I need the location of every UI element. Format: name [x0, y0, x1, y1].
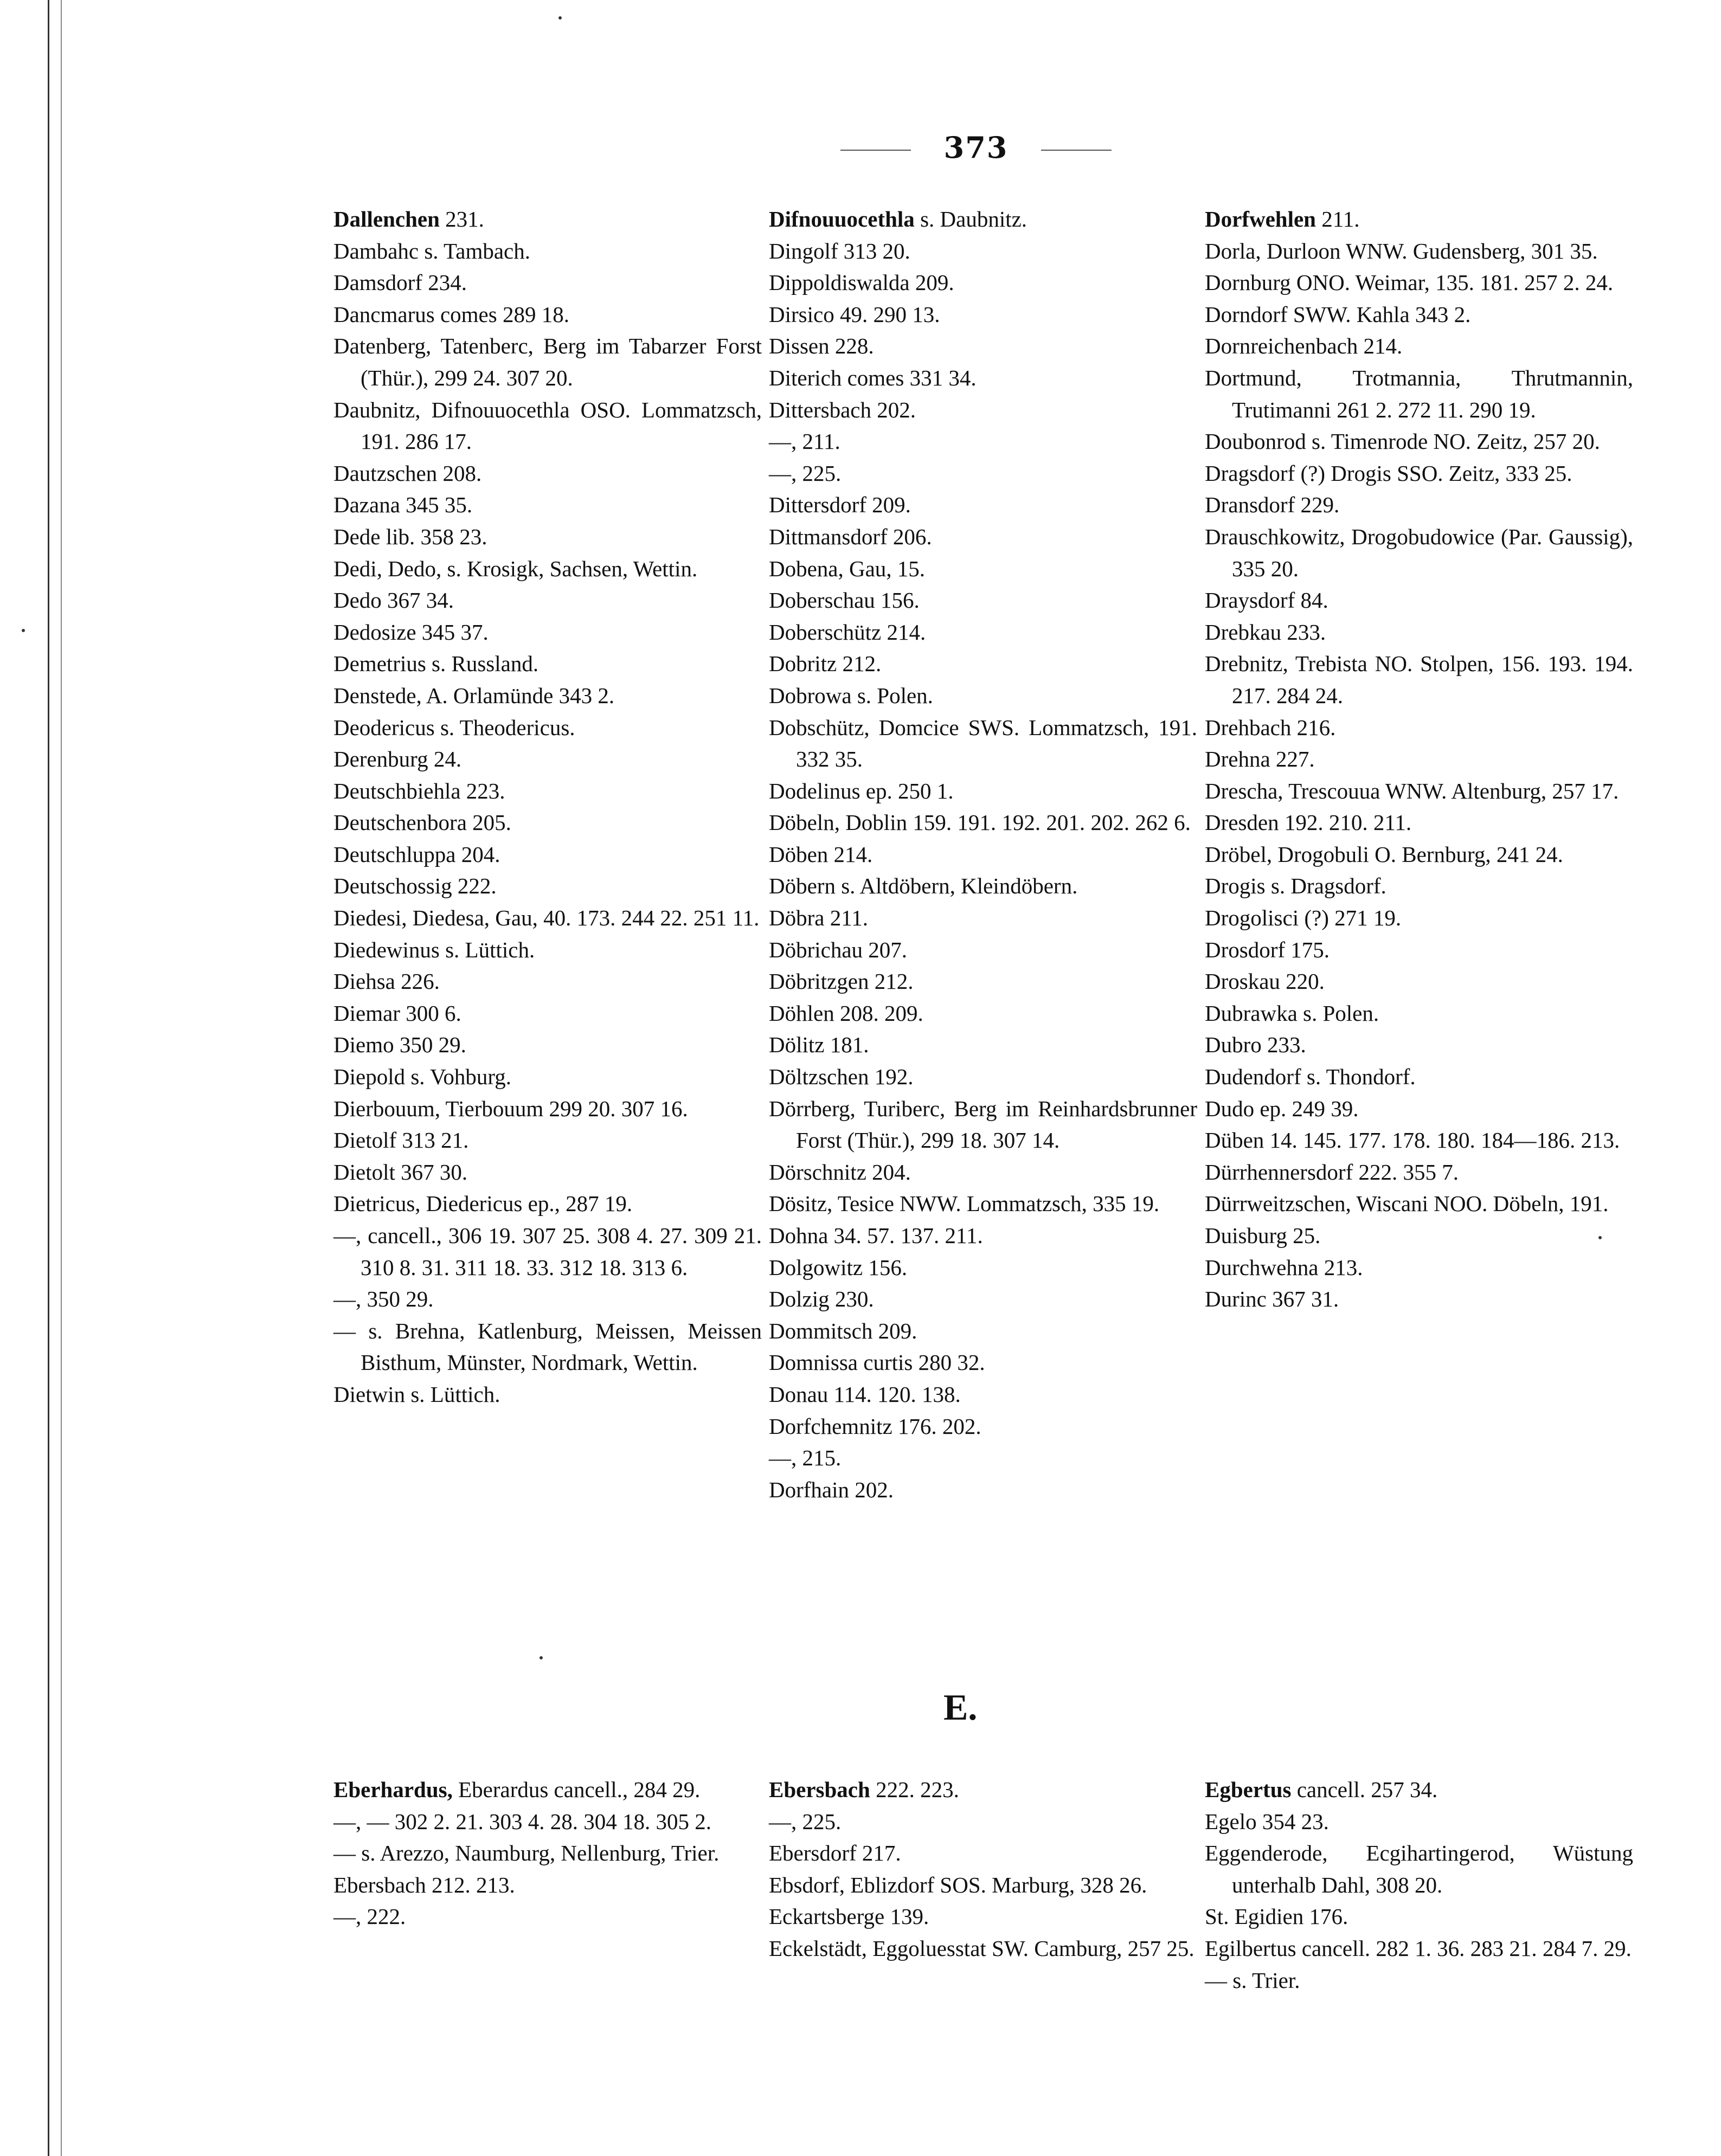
index-entry-text: Dorfhain 202. — [769, 1477, 894, 1502]
index-entry-text: Dorndorf SWW. Kahla 343 2. — [1205, 301, 1471, 327]
index-entry-text: Dresden 192. 210. 211. — [1205, 810, 1412, 835]
index-entry-text: —, 211. — [769, 429, 840, 454]
index-entry-text: Dubrawka s. Polen. — [1205, 1000, 1379, 1026]
index-entry-text: Dautzschen 208. — [333, 460, 482, 486]
index-entry-text: Dede lib. 358 23. — [333, 524, 487, 549]
index-entry — [769, 807, 1197, 839]
index-entry-text: Drosdorf 175. — [1205, 937, 1330, 962]
index-entry-text: Ebersdorf 217. — [769, 1840, 901, 1866]
index-entry — [1205, 966, 1633, 997]
index-entry — [769, 775, 1197, 807]
index-entry-text: —, 222. — [333, 1904, 406, 1929]
index-entry-text: Droskau 220. — [1205, 969, 1325, 994]
index-entry — [1205, 616, 1633, 648]
index-entry-text: Dazana 345 35. — [333, 492, 473, 518]
index-entry — [1205, 648, 1633, 711]
index-entry-text: Drauschkowitz, Drogobudowice (Par. Gaussig), 335 20. — [1205, 524, 1633, 581]
index-entry-text: Eggenderode, Ecgihartingerod, Wüstung unterhalb Dahl, 308 20. — [1205, 1840, 1633, 1897]
index-entry-text: Diterich comes 331 34. — [769, 365, 977, 390]
index-entry — [333, 1315, 762, 1379]
index-entry-text: Eckartsberge 139. — [769, 1904, 929, 1929]
index-entry-text: Durinc 367 31. — [1205, 1286, 1339, 1312]
index-entry — [333, 1774, 762, 1806]
index-entry-text: Drogolisci (?) 271 19. — [1205, 905, 1402, 931]
index-entry-text: cancell. 257 34. — [1291, 1777, 1438, 1802]
index-entry — [769, 1411, 1197, 1443]
index-entry — [1205, 521, 1633, 584]
index-entry — [1205, 1029, 1633, 1061]
index-entry — [1205, 1283, 1633, 1315]
index-entry — [1205, 934, 1633, 966]
index-entry — [333, 1220, 762, 1283]
index-entry — [769, 426, 1197, 458]
index-entry — [333, 1188, 762, 1220]
index-entry — [333, 394, 762, 458]
index-entry — [333, 267, 762, 299]
index-entry-text: Dürrhennersdorf 222. 355 7. — [1205, 1159, 1459, 1185]
page-number: 373 — [943, 130, 1009, 165]
index-entry — [769, 584, 1197, 616]
index-entry-text: Dornreichenbach 214. — [1205, 333, 1403, 359]
index-entry-text: Durchwehna 213. — [1205, 1254, 1363, 1280]
index-entry — [769, 1029, 1197, 1061]
index-entry — [769, 267, 1197, 299]
index-entry — [769, 1220, 1197, 1252]
index-entry — [1205, 235, 1633, 267]
index-entry-text: Eberardus cancell., 284 29. — [452, 1777, 701, 1802]
index-entry-text: Dancmarus comes 289 18. — [333, 301, 569, 327]
index-entry-text: Domnissa curtis 280 32. — [769, 1350, 985, 1375]
index-entry-text: — s. Trier. — [1205, 1967, 1300, 1993]
index-entry — [333, 235, 762, 267]
index-entry-headword: Dallenchen — [333, 207, 440, 231]
index-entry — [1205, 299, 1633, 331]
index-entry-headword: Dorfwehlen — [1205, 207, 1316, 231]
index-entry-text: Dortmund, Trotmannia, Thrutmannin, Trutimanni 261 2. 272 11. 290 19. — [1205, 365, 1633, 422]
index-entry-text: Dohna 34. 57. 137. 211. — [769, 1223, 983, 1248]
index-entry-text: Dissen 228. — [769, 333, 874, 359]
index-column-e-3 — [1205, 1774, 1633, 1996]
index-entry — [769, 616, 1197, 648]
index-entry-text: Dransdorf 229. — [1205, 492, 1340, 518]
index-entry-text: Doubonrod s. Timenrode NO. Zeitz, 257 20. — [1205, 429, 1600, 454]
header-dash-right — [1041, 150, 1112, 151]
index-entry-text: Deutschenbora 205. — [333, 810, 511, 835]
index-entry-text: Dierbouum, Tierbouum 299 20. 307 16. — [333, 1096, 688, 1121]
index-entry-text: Duisburg 25. — [1205, 1223, 1321, 1248]
index-entry-text: Döbra 211. — [769, 905, 868, 931]
index-entry — [1205, 839, 1633, 871]
index-entry — [769, 934, 1197, 966]
index-column-1 — [333, 203, 762, 1411]
index-entry-text: —, — 302 2. 21. 303 4. 28. 304 18. 305 2. — [333, 1809, 711, 1834]
index-entry-text: Dietricus, Diedericus ep., 287 19. — [333, 1191, 633, 1217]
index-entry-text: Diedewinus s. Lüttich. — [333, 937, 535, 962]
index-entry — [333, 1093, 762, 1125]
binding-edge-line-inner — [61, 0, 62, 2156]
index-entry — [333, 1283, 762, 1315]
index-entry — [769, 1347, 1197, 1379]
index-entry — [333, 997, 762, 1029]
index-entry-headword: Ebersbach — [769, 1777, 870, 1802]
index-entry — [333, 1837, 762, 1869]
index-entry-text: Dudendorf s. Thondorf. — [1205, 1064, 1416, 1090]
print-speck — [558, 16, 562, 20]
index-entry-text: Ebsdorf, Eblizdorf SOS. Marburg, 328 26. — [769, 1872, 1147, 1897]
index-entry-text: Draysdorf 84. — [1205, 588, 1328, 613]
index-entry-headword: Egbertus — [1205, 1777, 1292, 1802]
index-entry — [769, 1901, 1197, 1933]
index-entry-text: Döbern s. Altdöbern, Kleindöbern. — [769, 873, 1078, 899]
index-entry — [769, 1093, 1197, 1156]
index-entry — [333, 584, 762, 616]
index-entry — [1205, 489, 1633, 521]
index-entry-text: Dröbel, Drogobuli O. Bernburg, 241 24. — [1205, 841, 1563, 867]
index-entry-text: Diemar 300 6. — [333, 1000, 461, 1026]
index-entry — [1205, 267, 1633, 299]
index-entry-text: Doberschau 156. — [769, 588, 920, 613]
index-entry-text: Drogis s. Dragsdorf. — [1205, 873, 1386, 899]
index-entry-text: Dirsico 49. 290 13. — [769, 301, 940, 327]
index-entry-text: Egilbertus cancell. 282 1. 36. 283 21. 284 7. 29. — [1205, 1935, 1632, 1961]
index-entry — [769, 1869, 1197, 1901]
index-entry-text: Dorla, Durloon WNW. Gudensberg, 301 35. — [1205, 238, 1598, 263]
index-entry — [333, 775, 762, 807]
index-entry-text: Donau 114. 120. 138. — [769, 1381, 961, 1407]
index-entry-text: Diepold s. Vohburg. — [333, 1064, 512, 1090]
index-entry — [769, 1806, 1197, 1838]
index-entry — [333, 1869, 762, 1901]
index-entry — [769, 712, 1197, 775]
index-entry-text: Dubro 233. — [1205, 1032, 1306, 1058]
index-entry — [1205, 426, 1633, 458]
index-entry — [333, 934, 762, 966]
index-entry-text: — s. Brehna, Katlenburg, Meissen, Meissen Bisthum, Münster, Nordmark, Wettin. — [333, 1318, 762, 1375]
index-entry-text: s. Daubnitz. — [914, 207, 1028, 231]
index-entry — [769, 489, 1197, 521]
index-entry-text: Dörschnitz 204. — [769, 1159, 911, 1185]
index-entry — [1205, 1124, 1633, 1156]
index-entry-text: Dölitz 181. — [769, 1032, 869, 1058]
index-entry — [1205, 775, 1633, 807]
index-entry-text: Dietolf 313 21. — [333, 1128, 469, 1153]
page-header — [705, 130, 1247, 165]
index-entry-text: St. Egidien 176. — [1205, 1904, 1348, 1929]
index-entry-text: Dobrowa s. Polen. — [769, 683, 933, 708]
index-entry-text: Drehna 227. — [1205, 746, 1315, 772]
print-speck — [1598, 1236, 1602, 1239]
section-letter: E. — [943, 1687, 978, 1728]
index-entry — [1205, 1774, 1633, 1806]
index-entry — [769, 648, 1197, 680]
index-entry-text: —, 225. — [769, 1809, 842, 1834]
index-column-e-2 — [769, 1774, 1197, 1965]
index-entry-text: Drescha, Trescouua WNW. Altenburg, 257 17. — [1205, 778, 1619, 803]
index-entry — [333, 807, 762, 839]
index-entry-text: Dedosize 345 37. — [333, 619, 489, 645]
index-entry-text: Döbrichau 207. — [769, 937, 908, 962]
index-entry-text: — s. Arezzo, Naumburg, Nellenburg, Trier. — [333, 1840, 720, 1866]
index-entry — [333, 1156, 762, 1188]
index-entry-text: Derenburg 24. — [333, 746, 462, 772]
index-entry — [1205, 1806, 1633, 1838]
index-entry-text: Drehbach 216. — [1205, 715, 1336, 740]
index-entry — [333, 648, 762, 680]
index-entry — [769, 1315, 1197, 1347]
index-entry — [1205, 1220, 1633, 1252]
index-entry-text: Drebkau 233. — [1205, 619, 1326, 645]
index-entry — [333, 902, 762, 934]
index-entry — [769, 458, 1197, 490]
index-entry-text: Diemo 350 29. — [333, 1032, 466, 1058]
index-entry — [1205, 1252, 1633, 1284]
index-entry — [769, 362, 1197, 394]
index-entry — [769, 521, 1197, 553]
index-entry — [769, 203, 1197, 235]
index-entry — [333, 870, 762, 902]
index-entry-text: Dietolt 367 30. — [333, 1159, 468, 1185]
index-entry — [1205, 1933, 1633, 1965]
index-entry — [769, 839, 1197, 871]
index-entry-text: Dommitsch 209. — [769, 1318, 917, 1343]
index-entry — [769, 1061, 1197, 1093]
index-entry — [333, 458, 762, 490]
index-entry — [333, 680, 762, 712]
index-entry-text: 222. 223. — [870, 1777, 959, 1802]
index-entry — [333, 1379, 762, 1411]
index-entry — [769, 299, 1197, 331]
index-entry — [769, 966, 1197, 997]
index-column-e-1 — [333, 1774, 762, 1933]
index-entry — [1205, 458, 1633, 490]
print-speck — [540, 1656, 543, 1659]
index-entry-text: Dörrberg, Turiberc, Berg im Reinhardsbrunner Forst (Thür.), 299 18. 307 14. — [769, 1096, 1197, 1153]
index-entry-text: 211. — [1315, 207, 1360, 231]
index-entry — [1205, 1188, 1633, 1220]
index-entry-text: Diedesi, Diedesa, Gau, 40. 173. 244 22. 251 11. — [333, 905, 760, 931]
index-entry-text: Dolgowitz 156. — [769, 1254, 908, 1280]
index-entry — [769, 680, 1197, 712]
index-entry-text: Ebersbach 212. 213. — [333, 1872, 515, 1897]
index-entry — [1205, 1965, 1633, 1997]
index-entry — [333, 203, 762, 235]
header-dash-left — [840, 150, 911, 151]
index-entry — [1205, 902, 1633, 934]
index-column-2 — [769, 203, 1197, 1505]
index-entry-text: Dingolf 313 20. — [769, 238, 910, 263]
index-entry-headword: Eberhardus, — [333, 1777, 453, 1802]
index-entry-text: Deutschluppa 204. — [333, 841, 500, 867]
index-entry-text: Dedo 367 34. — [333, 588, 454, 613]
index-entry — [769, 235, 1197, 267]
index-entry — [769, 1156, 1197, 1188]
index-entry-text: Dodelinus ep. 250 1. — [769, 778, 954, 803]
index-entry-text: Dornburg ONO. Weimar, 135. 181. 257 2. 24. — [1205, 270, 1614, 295]
print-speck — [22, 629, 25, 632]
index-entry-text: Dobschütz, Domcice SWS. Lommatzsch, 191. 332 35. — [769, 715, 1197, 772]
index-entry-text: —, 350 29. — [333, 1286, 434, 1312]
index-entry — [333, 553, 762, 585]
index-entry-text: Dösitz, Tesice NWW. Lommatzsch, 335 19. — [769, 1191, 1160, 1217]
index-entry — [333, 1124, 762, 1156]
index-entry — [333, 330, 762, 394]
index-entry — [769, 1933, 1197, 1965]
index-entry-text: Eckelstädt, Eggoluesstat SW. Camburg, 257 25. — [769, 1935, 1195, 1961]
index-entry — [333, 1901, 762, 1933]
index-entry-text: Deutschossig 222. — [333, 873, 497, 899]
index-entry — [1205, 870, 1633, 902]
index-entry-text: Dobritz 212. — [769, 651, 882, 677]
index-entry-text: Datenberg, Tatenberc, Berg im Tabarzer Forst (Thür.), 299 24. 307 20. — [333, 333, 762, 390]
index-entry-text: Diehsa 226. — [333, 969, 440, 994]
index-entry — [333, 1029, 762, 1061]
index-entry — [333, 299, 762, 331]
index-entry-text: Dürrweitzschen, Wiscani NOO. Döbeln, 191. — [1205, 1191, 1609, 1217]
index-entry — [769, 330, 1197, 362]
index-entry — [769, 1837, 1197, 1869]
index-entry-text: Dittersdorf 209. — [769, 492, 911, 518]
index-entry-text: Damsdorf 234. — [333, 270, 467, 295]
index-entry — [769, 553, 1197, 585]
index-entry-text: —, 225. — [769, 460, 842, 486]
index-entry-text: Dudo ep. 249 39. — [1205, 1096, 1359, 1121]
index-entry-text: —, cancell., 306 19. 307 25. 308 4. 27. 309 21. 310 8. 31. 311 18. 33. 312 18. 313 6. — [333, 1223, 762, 1280]
index-entry-text: 231. — [439, 207, 484, 231]
index-entry — [769, 902, 1197, 934]
index-entry — [769, 1283, 1197, 1315]
index-entry — [1205, 712, 1633, 744]
index-entry — [333, 743, 762, 775]
index-entry-text: Demetrius s. Russland. — [333, 651, 539, 677]
index-entry — [1205, 362, 1633, 426]
index-entry — [1205, 1156, 1633, 1188]
index-entry-text: Döbritzgen 212. — [769, 969, 914, 994]
index-entry-text: Dorfchemnitz 176. 202. — [769, 1413, 981, 1439]
index-entry — [333, 521, 762, 553]
index-entry — [333, 712, 762, 744]
index-entry — [1205, 330, 1633, 362]
index-entry — [769, 1474, 1197, 1506]
index-entry — [1205, 1837, 1633, 1901]
index-entry — [333, 839, 762, 871]
binding-edge-line — [48, 0, 49, 2156]
index-entry-text: Döltzschen 192. — [769, 1064, 914, 1090]
index-entry — [1205, 584, 1633, 616]
index-entry-text: Egelo 354 23. — [1205, 1809, 1329, 1834]
index-entry-text: Drebnitz, Trebista NO. Stolpen, 156. 193. 194. 217. 284 24. — [1205, 651, 1633, 708]
index-entry — [1205, 1093, 1633, 1125]
index-column-3 — [1205, 203, 1633, 1315]
index-entry-text: Dragsdorf (?) Drogis SSO. Zeitz, 333 25. — [1205, 460, 1572, 486]
index-entry — [1205, 743, 1633, 775]
index-entry-headword: Difnouuocethla — [769, 207, 915, 231]
index-entry-text: Dobena, Gau, 15. — [769, 556, 926, 581]
index-entry — [1205, 203, 1633, 235]
index-entry — [769, 1188, 1197, 1220]
index-entry-text: Daubnitz, Difnouuocethla OSO. Lommatzsch, 191. 286 17. — [333, 397, 762, 454]
index-entry-text: Düben 14. 145. 177. 178. 180. 184—186. 213. — [1205, 1128, 1620, 1153]
index-entry — [1205, 997, 1633, 1029]
index-entry — [333, 1061, 762, 1093]
index-entry — [769, 394, 1197, 426]
index-entry — [333, 966, 762, 997]
index-entry — [1205, 1901, 1633, 1933]
index-entry — [333, 616, 762, 648]
index-entry-text: Dambahc s. Tambach. — [333, 238, 530, 263]
index-entry-text: Dittersbach 202. — [769, 397, 916, 422]
index-entry — [769, 1379, 1197, 1411]
index-entry — [769, 1442, 1197, 1474]
index-entry-text: Döhlen 208. 209. — [769, 1000, 923, 1026]
index-entry — [1205, 807, 1633, 839]
index-entry-text: Döbeln, Doblin 159. 191. 192. 201. 202. 262 6. — [769, 810, 1191, 835]
index-entry — [769, 997, 1197, 1029]
index-entry-text: Döben 214. — [769, 841, 873, 867]
index-entry — [769, 1252, 1197, 1284]
index-entry-text: Dolzig 230. — [769, 1286, 874, 1312]
index-entry-text: Doberschütz 214. — [769, 619, 926, 645]
index-entry — [769, 870, 1197, 902]
index-entry-text: Dedi, Dedo, s. Krosigk, Sachsen, Wettin. — [333, 556, 698, 581]
index-entry — [769, 1774, 1197, 1806]
index-entry-text: Dietwin s. Lüttich. — [333, 1381, 500, 1407]
index-entry-text: Dittmansdorf 206. — [769, 524, 932, 549]
index-entry-text: Deutschbiehla 223. — [333, 778, 505, 803]
index-entry-text: Denstede, A. Orlamünde 343 2. — [333, 683, 615, 708]
index-entry-text: —, 215. — [769, 1445, 842, 1471]
index-entry — [1205, 1061, 1633, 1093]
index-entry — [333, 1806, 762, 1838]
index-entry-text: Dippoldiswalda 209. — [769, 270, 954, 295]
index-entry-text: Deodericus s. Theodericus. — [333, 715, 575, 740]
index-entry — [333, 489, 762, 521]
